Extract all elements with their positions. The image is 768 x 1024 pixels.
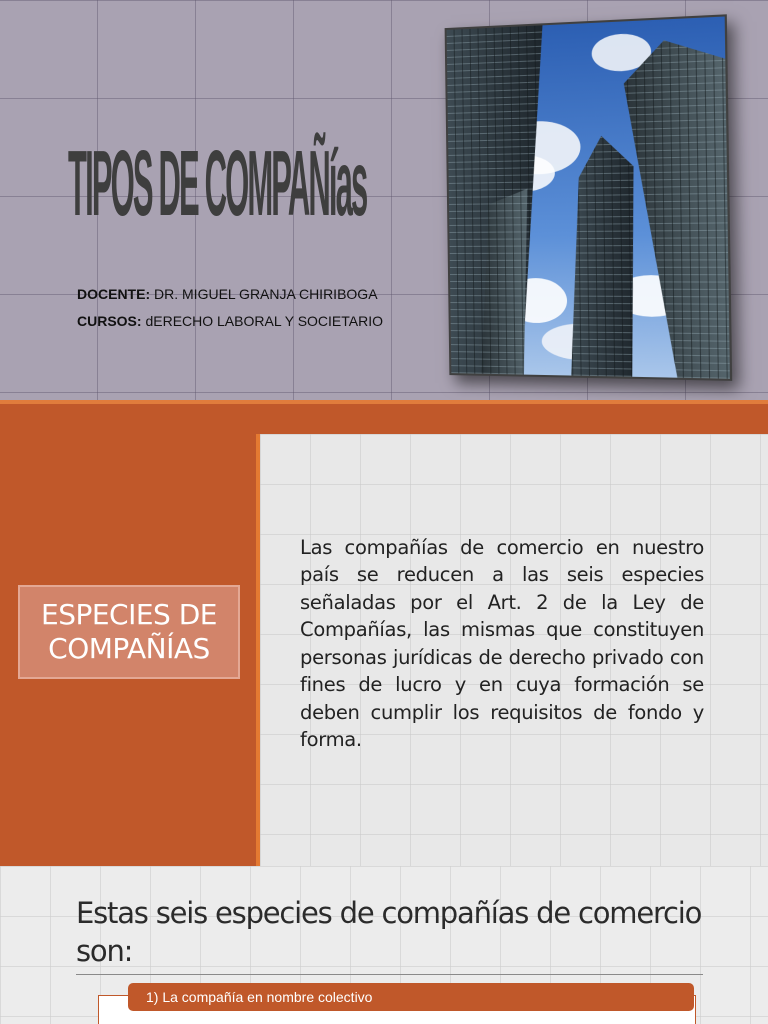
skyscrapers-photo xyxy=(445,14,733,381)
species-title: ESPECIES DE COMPAÑÍAS xyxy=(41,598,217,665)
cursos-label: CURSOS: xyxy=(77,313,142,329)
cursos-line xyxy=(77,313,383,329)
docente-value: DR. MIGUEL GRANJA CHIRIBOGA xyxy=(154,286,378,302)
heading-rule xyxy=(76,974,703,975)
top-accent-bar xyxy=(0,400,768,434)
docente-label: DOCENTE: xyxy=(77,286,151,302)
list-slide xyxy=(0,866,768,1024)
species-paragraph: Las compañías de comercio en nuestro país se reducen a las seis especies señaladas por el Art. 2 de la Ley de Compañías, las mismas que constituyen personas jurídicas de derecho privado con fines de lucro y en cuya formación se deben cumplir los requisitos de fondo y forma. xyxy=(300,535,704,751)
species-slide xyxy=(0,400,768,866)
cursos-value: dERECHO LABORAL Y SOCIETARIO xyxy=(145,313,384,329)
top-accent-line xyxy=(0,400,768,404)
docente-line xyxy=(77,286,378,302)
title-slide xyxy=(0,0,768,400)
slide-title: TIPOS DE COMPAÑías xyxy=(68,131,367,236)
skyscrapers-illustration xyxy=(447,17,730,379)
species-title-box xyxy=(18,585,240,679)
list-heading: Estas seis especies de compañías de comercio son: xyxy=(76,896,702,968)
list-item: 1) La compañía en nombre colectivo xyxy=(128,983,694,1011)
